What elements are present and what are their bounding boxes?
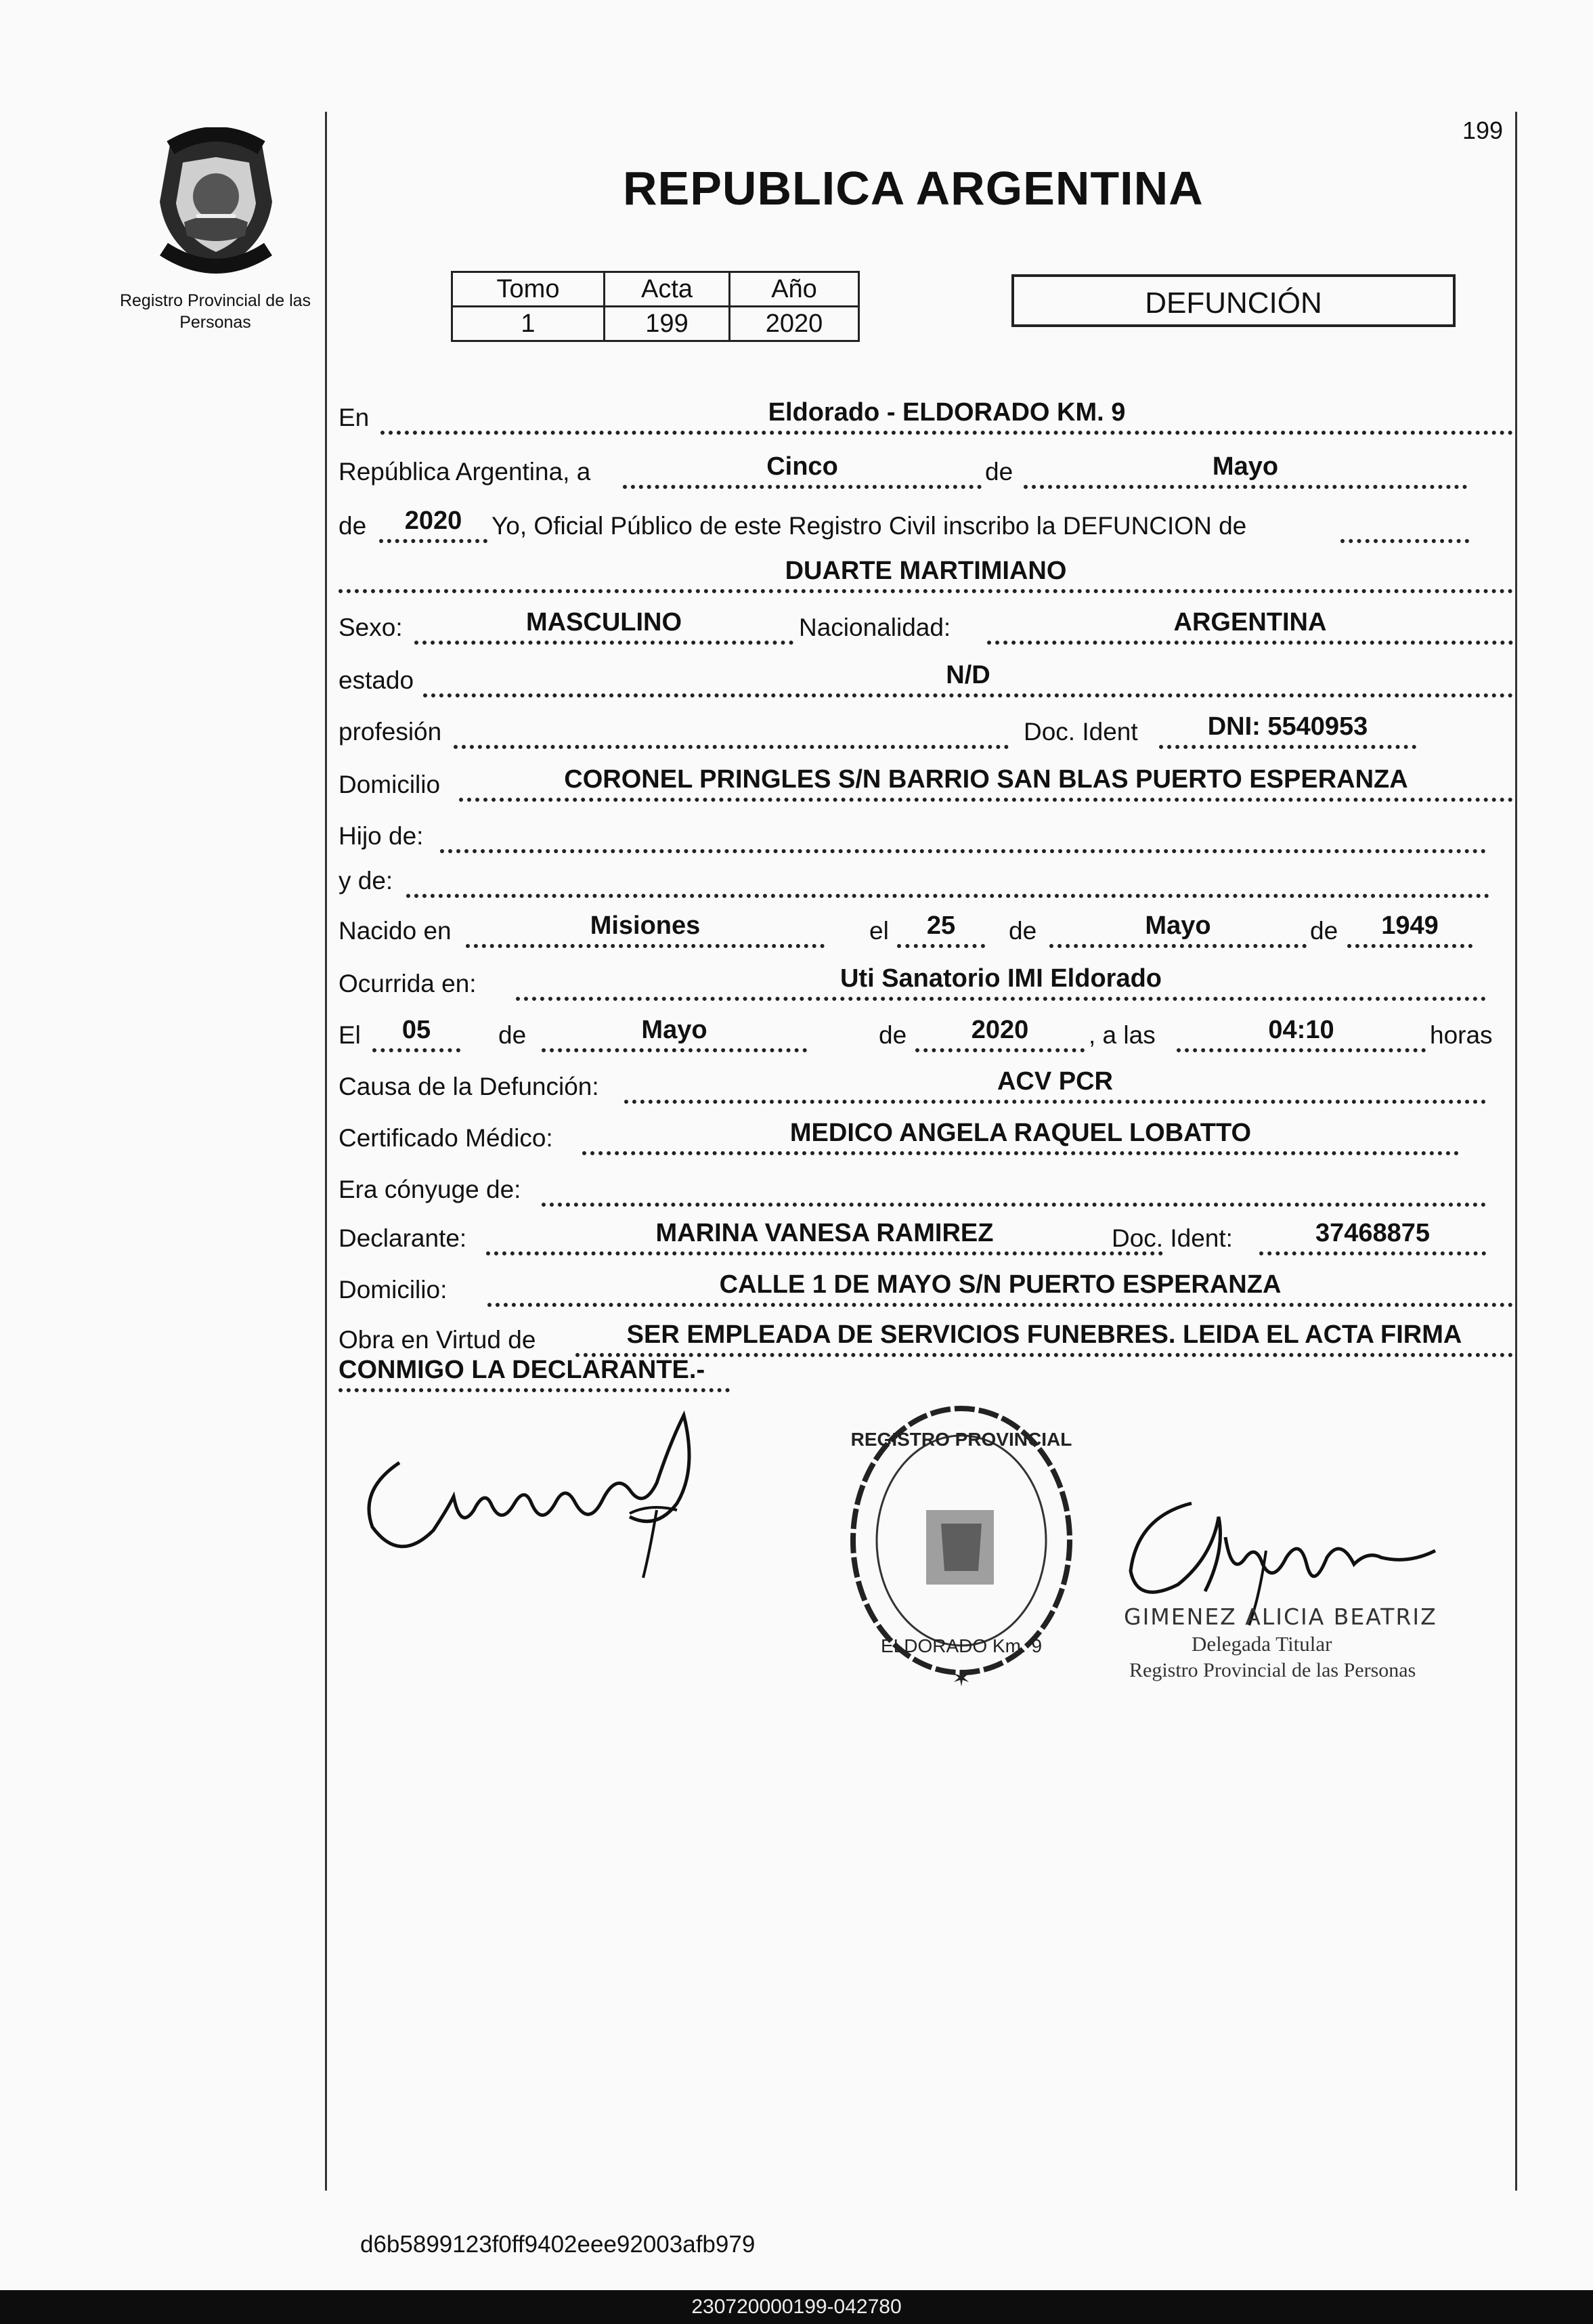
oficial-blank-field: [1340, 505, 1469, 543]
row-nacido: [339, 911, 1513, 951]
registry-table: [451, 271, 860, 342]
hijo-label: Hijo de:: [339, 822, 424, 850]
nacido-lugar-field: Misiones: [466, 910, 825, 948]
de-label: de: [1009, 917, 1037, 945]
right-margin-line: [1515, 112, 1517, 2191]
header-anio: Año: [730, 272, 859, 307]
certificado-label: Certificado Médico:: [339, 1124, 553, 1152]
row-causa: [339, 1067, 1513, 1106]
nacido-anio-field: 1949: [1347, 910, 1472, 948]
hora-field: 04:10: [1177, 1014, 1426, 1052]
page-title: REPUBLICA ARGENTINA: [623, 162, 1204, 215]
profesion-field: [454, 711, 1009, 749]
fecha-anio-field: 2020: [915, 1014, 1085, 1052]
declarante-label: Declarante:: [339, 1224, 467, 1252]
certificado-field: MEDICO ANGELA RAQUEL LOBATTO: [582, 1117, 1459, 1155]
de-label: de: [985, 458, 1013, 486]
official-role: Delegada Titular: [1192, 1632, 1332, 1656]
row-y-de: [339, 861, 1513, 901]
nacido-dia-field: 25: [897, 910, 985, 948]
ocurrida-label: Ocurrida en:: [339, 970, 477, 997]
value-anio: 2020: [730, 307, 859, 341]
y-de-field: [406, 860, 1489, 898]
ocurrida-field: Uti Sanatorio IMI Eldorado: [516, 963, 1486, 1001]
record-type-box: DEFUNCIÓN: [1011, 274, 1456, 327]
row-declarante: [339, 1219, 1513, 1258]
oficial-text: Yo, Oficial Público de este Registro Civil inscribo la DEFUNCION de: [492, 512, 1247, 540]
horas-label: horas: [1430, 1021, 1493, 1049]
causa-field: ACV PCR: [624, 1066, 1486, 1104]
nacionalidad-label: Nacionalidad:: [799, 614, 951, 641]
en-field: Eldorado - ELDORADO KM. 9: [380, 397, 1513, 435]
obra-field-1: SER EMPLEADA DE SERVICIOS FUNEBRES. LEIDA EL ACTA FIRMA: [575, 1319, 1513, 1357]
official-name: GIMENEZ ALICIA BEATRIZ: [1124, 1604, 1437, 1630]
y-de-label: y de:: [339, 867, 393, 895]
doc-label: Doc. Ident: [1024, 718, 1138, 746]
header-tomo: Tomo: [452, 272, 605, 307]
mes-field: Mayo: [1024, 451, 1467, 489]
row-ocurrida: [339, 964, 1513, 1004]
conyuge-field: [542, 1169, 1486, 1207]
row-fecha-defuncion: [339, 1016, 1513, 1055]
declarante-signature-icon: [359, 1402, 738, 1585]
nombre-field: DUARTE MARTIMIANO: [339, 555, 1513, 593]
header-acta: Acta: [605, 272, 730, 307]
nacido-mes-field: Mayo: [1049, 910, 1307, 948]
a-las-label: , a las: [1089, 1021, 1156, 1049]
causa-label: Causa de la Defunción:: [339, 1073, 599, 1100]
row-domicilio: [339, 765, 1513, 804]
official-organization: Registro Provincial de las Personas: [1129, 1659, 1416, 1681]
sexo-label: Sexo:: [339, 614, 403, 641]
estado-field: N/D: [423, 660, 1513, 697]
nacionalidad-field: ARGENTINA: [987, 607, 1513, 645]
registry-name: Registro Provincial de las Personas: [119, 291, 311, 332]
fecha-dia-field: 05: [372, 1014, 460, 1052]
row-profesion: [339, 712, 1513, 752]
en-label: En: [339, 404, 370, 431]
el-label: el: [869, 917, 889, 945]
estado-label: estado: [339, 666, 414, 694]
registry-stamp-icon: [839, 1395, 1083, 1693]
declarante-field: MARINA VANESA RAMIREZ: [486, 1218, 1163, 1255]
row-certificado: [339, 1119, 1513, 1158]
profesion-label: profesión: [339, 718, 442, 746]
sexo-field: MASCULINO: [414, 607, 793, 645]
fecha-mes-field: Mayo: [542, 1014, 807, 1052]
domicilio2-field: CALLE 1 DE MAYO S/N PUERTO ESPERANZA: [487, 1269, 1513, 1307]
de-label: de: [339, 512, 367, 540]
republica-label: República Argentina, a: [339, 458, 591, 486]
conyuge-label: Era cónyuge de:: [339, 1176, 521, 1203]
dia-field: Cinco: [623, 451, 982, 489]
provincia-de-misiones-seal-icon: [144, 127, 288, 276]
doc2-label: Doc. Ident:: [1112, 1224, 1233, 1252]
row-estado: [339, 661, 1513, 700]
svg-text:✶: ✶: [951, 1666, 972, 1692]
left-margin-line: [325, 112, 327, 2191]
obra-field-2: CONMIGO LA DECLARANTE.-: [339, 1354, 730, 1392]
svg-text:REGISTRO PROVINCIAL: REGISTRO PROVINCIAL: [850, 1429, 1072, 1450]
page-number: 199: [1462, 116, 1504, 144]
domicilio-field: CORONEL PRINGLES S/N BARRIO SAN BLAS PUERTO ESPERANZA: [459, 764, 1513, 802]
de-label: de: [1310, 917, 1338, 945]
hijo-field: [440, 815, 1486, 853]
el2-label: El: [339, 1021, 361, 1049]
de-label: de: [879, 1021, 907, 1049]
footer-code: 230720000199-042780: [0, 2290, 1593, 2324]
row-hijo: [339, 817, 1513, 856]
nacido-label: Nacido en: [339, 917, 452, 945]
row-en: [339, 398, 1513, 437]
value-tomo: 1: [452, 307, 605, 341]
row-obra-cont: [339, 1356, 1513, 1395]
svg-text:ELDORADO Km. 9: ELDORADO Km. 9: [880, 1635, 1043, 1656]
anio-field: 2020: [379, 505, 487, 543]
doc-field: DNI: 5540953: [1159, 711, 1416, 749]
obra-label: Obra en Virtud de: [339, 1326, 536, 1354]
document-hash: d6b5899123f0ff9402eee92003afb979: [360, 2231, 756, 2258]
row-conyuge: [339, 1170, 1513, 1209]
row-domicilio-declarante: [339, 1270, 1513, 1310]
value-acta: 199: [605, 307, 730, 341]
domicilio2-label: Domicilio:: [339, 1276, 448, 1304]
de-label: de: [498, 1021, 527, 1049]
row-fecha-acta: [339, 452, 1513, 492]
row-nombre: [339, 557, 1513, 596]
doc2-field: 37468875: [1259, 1218, 1486, 1255]
row-oficial: [339, 507, 1513, 546]
row-sexo: [339, 608, 1513, 647]
domicilio-label: Domicilio: [339, 771, 441, 798]
